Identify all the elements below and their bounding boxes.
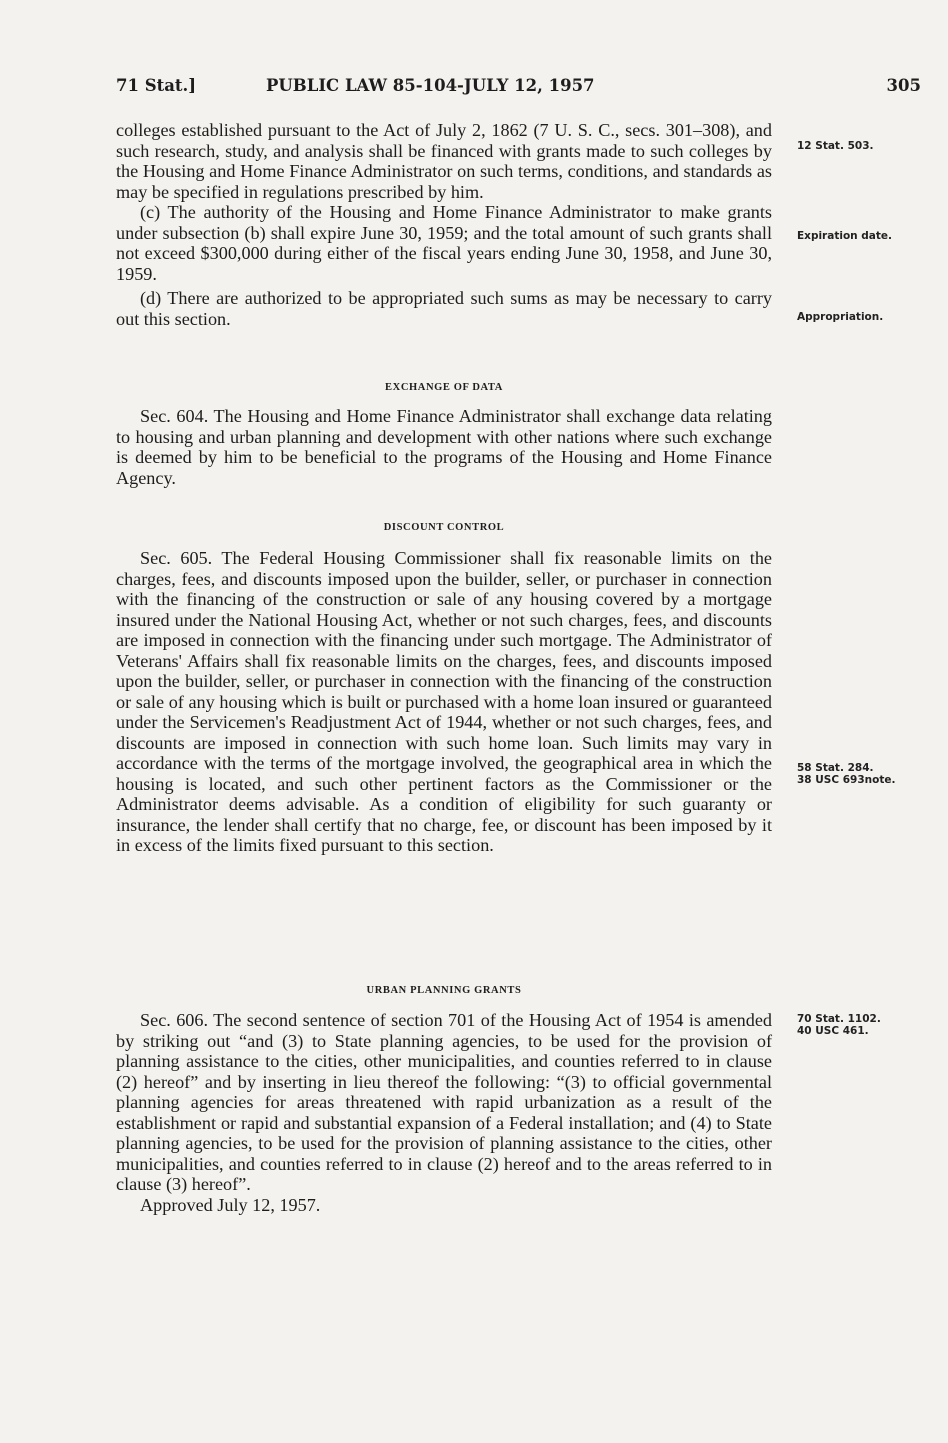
running-header [116, 76, 921, 100]
section-603-continued [116, 120, 772, 329]
section-606 [116, 1010, 772, 1215]
margin-note-38-usc-693: 38 USC 693note. [797, 774, 896, 786]
margin-note-40-usc-461: 40 USC 461. [797, 1025, 869, 1037]
page-number: 305 [886, 76, 921, 95]
law-title: PUBLIC LAW 85-104-JULY 12, 1957 [266, 76, 595, 95]
paragraph-c: (c) The authority of the Housing and Home Finance Administrator to make grants under subsection (b) shall expire June 30, 1959; and the total amount of such grants shall not exceed $300,000 during either of the fiscal years ending June 30, 1958, and June 30, 1959. [116, 202, 772, 284]
heading-discount-control: DISCOUNT CONTROL [383, 522, 505, 533]
heading-exchange-of-data: EXCHANGE OF DATA [385, 382, 503, 393]
volume-citation: 71 Stat.] [116, 76, 197, 95]
margin-note-12-stat-503: 12 Stat. 503. [797, 140, 874, 152]
margin-note-58-stat-284: 58 Stat. 284. [797, 762, 874, 774]
heading-urban-planning-grants: URBAN PLANNING GRANTS [366, 985, 522, 996]
approval-line: Approved July 12, 1957. [140, 1194, 321, 1215]
margin-note-70-stat-1102: 70 Stat. 1102. [797, 1013, 881, 1025]
paragraph-d: (d) There are authorized to be appropriated such sums as may be necessary to carry out this section. [116, 288, 772, 329]
section-604 [116, 406, 772, 488]
margin-note-appropriation: Appropriation. [797, 311, 884, 323]
sec-605-text: Sec. 605. The Federal Housing Commissioner shall fix reasonable limits on the charges, fees, and discounts imposed upon the builder, seller, or purchaser in connection with the financing of the construction or sale of any housing covered by a mortgage insured under the National Housing Act, whether or not such charges, fees, and discounts are imposed in connection with the financing under such mortgage. The Administrator of Veterans' Affairs shall fix reasonable limits on the charges, fees, and discounts imposed upon the builder, seller, or purchaser in connection with the financing of the construction or sale of any housing which is built or purchased with a home loan insured or guaranteed under the Servicemen's Readjustment Act of 1944, whether or not such charges, fees, and discounts are imposed in connection with such home loan. Such limits may vary in accordance with the terms of the mortgage involved, the geographical area in which the housing is located, and such other pertinent factors as the Commissioner or the Administrator deems advisable. As a condition of eligibility for such guaranty or insurance, the lender shall certify that no charge, fee, or discount has been imposed by it in excess of the limits fixed pursuant to this section. [116, 548, 772, 855]
margin-note-expiration-date: Expiration date. [797, 230, 893, 242]
paragraph-b-continuation: colleges established pursuant to the Act of July 2, 1862 (7 U. S. C., secs. 301–308), and such research, study, and analysis shall be financed with grants made to such colleges by the Housing and Home Finance Administrator on such terms, conditions, and standards as may be specified in regulations prescribed by him. [116, 120, 772, 202]
section-605 [116, 548, 772, 856]
sec-606-text: Sec. 606. The second sentence of section 701 of the Housing Act of 1954 is amended by striking out “and (3) to State planning agencies, to be used for the provision of planning assistance to the cities, other municipalities, and counties referred to in clause (2) hereof” and by inserting in lieu thereof the following: “(3) to official governmental planning agencies for areas threatened with rapid urbanization as a result of the establishment or rapid and substantial expansion of a Federal installation; and (4) to State planning agencies, to be used for the provision of planning assistance to the cities, other municipalities, and counties referred to in clause (2) hereof and to the areas referred to in clause (3) hereof”. [116, 1010, 772, 1194]
sec-604-text: Sec. 604. The Housing and Home Finance Administrator shall exchange data relating to housing and urban planning and development with other nations where such exchange is deemed by him to be beneficial to the programs of the Housing and Home Finance Agency. [116, 406, 772, 488]
